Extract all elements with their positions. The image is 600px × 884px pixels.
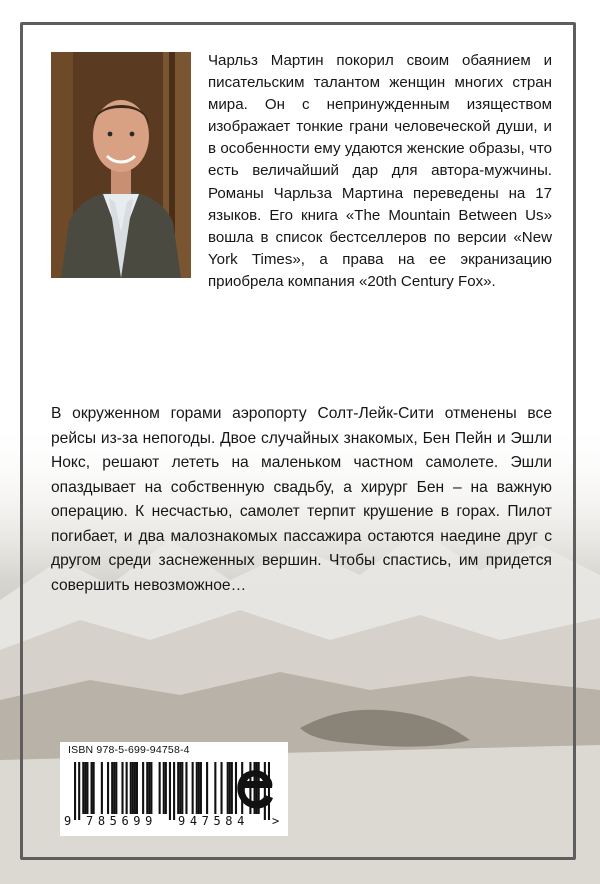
barcode-bar (78, 762, 80, 820)
barcode-end-mark: > (272, 814, 280, 828)
barcode-bar (214, 762, 216, 814)
barcode-bar (130, 762, 132, 814)
author-bio (51, 50, 552, 293)
barcode-bar (91, 762, 93, 814)
barcode-first-digit: 9 (64, 814, 72, 828)
barcode-bar (121, 762, 123, 814)
barcode-bar (229, 762, 231, 814)
barcode-bar (113, 762, 115, 814)
barcode-bar (185, 762, 187, 814)
barcode-bar (192, 762, 194, 814)
barcode-bar (111, 762, 113, 814)
barcode-left-group: 785699 (86, 814, 157, 828)
barcode-bar (165, 762, 167, 814)
barcode-bar (198, 762, 200, 814)
barcode-bar (82, 762, 84, 814)
barcode-bar (84, 762, 86, 814)
barcode-bar (107, 762, 109, 814)
barcode-bar (126, 762, 128, 814)
barcode-bar (136, 762, 138, 814)
barcode-bar (86, 762, 88, 814)
barcode-bar (163, 762, 165, 814)
barcode-bar (169, 762, 171, 820)
barcode-bar (227, 762, 229, 814)
barcode-bar (150, 762, 152, 814)
barcode-right-group: 947584 (178, 814, 249, 828)
barcode-bar (132, 762, 134, 814)
barcode-bar (181, 762, 183, 814)
barcode-bar (134, 762, 136, 814)
barcode-bar (179, 762, 181, 814)
barcode-bar (159, 762, 161, 814)
barcode-bar (146, 762, 148, 814)
barcode-bar (196, 762, 198, 814)
barcode-bar (142, 762, 144, 814)
barcode-bar (115, 762, 117, 814)
barcode-bar (101, 762, 103, 814)
publisher-logo-icon (232, 764, 276, 814)
barcode-bar (93, 762, 95, 814)
barcode-bar (173, 762, 175, 820)
barcode-bar (200, 762, 202, 814)
barcode-bar (74, 762, 76, 820)
barcode-bar (206, 762, 208, 814)
barcode-bar (148, 762, 150, 814)
author-bio-text: Чарльз Мартин покорил своим обаянием и писательским талантом женщин многих стран мира. Он с непринужденным изяществом изображает тонкие грани человеческой души, и в особенности ему удаются женские образы, что есть величайший дар для автора-мужчины. Романы Чарльза Мартина переведены на 17 языков. Его книга «The Mountain Between Us» вошла в список бестселлеров по версии «New York Times», а права на ее экранизацию приобрела компания «20th Century Fox». (208, 52, 552, 290)
barcode-bar (177, 762, 179, 814)
barcode-bar (220, 762, 222, 814)
isbn-label: ISBN 978-5-699-94758-4 (68, 744, 190, 756)
book-synopsis: В окруженном горами аэропорту Солт-Лейк-Сити отменены все рейсы из-за непогоды. Двое случайных знакомых, Бен Пейн и Эшли Нокс, решают лететь на маленьком частном самолете. Эшли опаздывает на собственную свадьбу, а хирург Бен – на важную операцию. К несчастью, самолет терпит крушение в горах. Пилот погибает, и два малознакомых пассажира остаются наедине друг с другом среди заснеженных вершин. Чтобы спастись, им придется совершить невозможное… (51, 405, 552, 594)
